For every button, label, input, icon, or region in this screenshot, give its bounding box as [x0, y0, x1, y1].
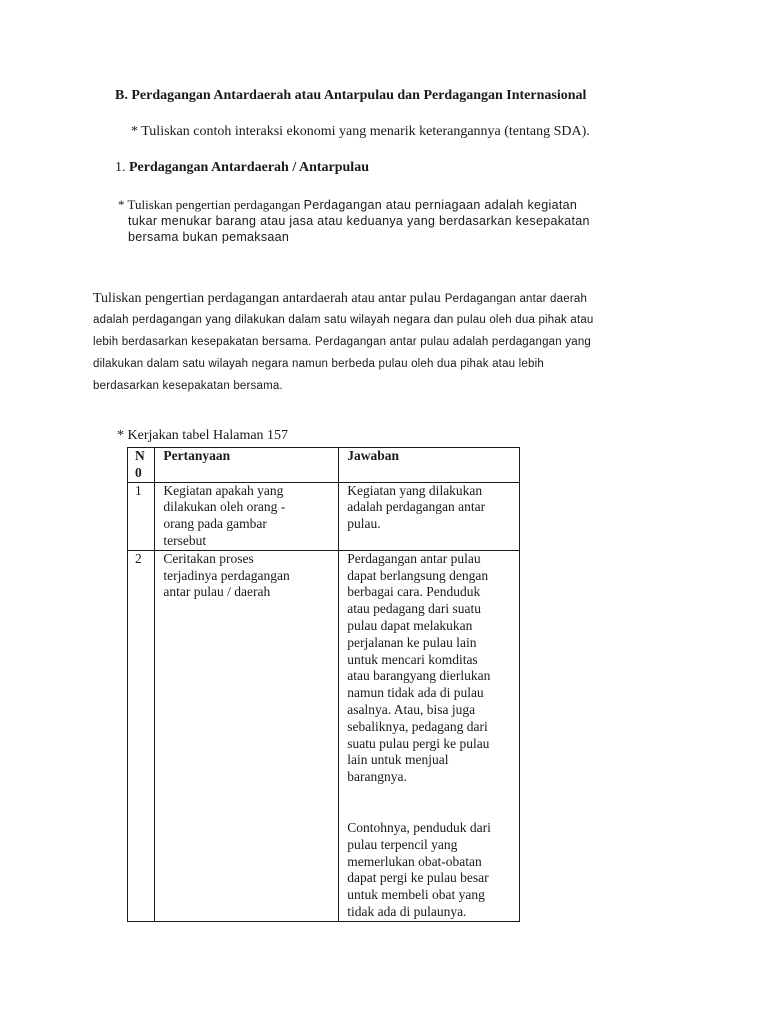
interregional-question-label: Tuliskan pengertian perdagangan antardaerah atau antar pulau [93, 291, 441, 306]
question-line: tersebut [163, 532, 207, 548]
table-header-row [128, 448, 520, 483]
answer-line: pulau. [347, 516, 381, 532]
row-question [155, 550, 339, 921]
question-line: orang pada gambar [163, 516, 267, 532]
header-answer: Jawaban [339, 448, 520, 483]
answer-line: dapat berlangsung dengan [347, 567, 489, 583]
task-instruction: * Kerjakan tabel Halaman 157 [117, 428, 289, 443]
question-line: terjadinya perdagangan [163, 567, 290, 583]
question-line: Ceritakan proses [163, 550, 254, 566]
question-line: Kegiatan apakah yang [163, 482, 284, 498]
paragraph-gap [347, 786, 513, 820]
answer-line: pulau dapat melakukan [347, 617, 473, 633]
answer-line: sebaliknya, pedagang dari [347, 718, 488, 734]
interregional-answer-line4: dilakukan dalam satu wilayah negara namun berbeda pulau oleh dua pihak atau lebih [93, 358, 544, 370]
header-no-line2: 0 [135, 464, 142, 480]
table-row [128, 550, 520, 921]
answer-line: suatu pulau pergi ke pulau [347, 735, 490, 751]
interregional-answer-line5: berdasarkan kesepakatan bersama. [93, 380, 283, 392]
subsection-title-text: Perdagangan Antardaerah / Antarpulau [129, 160, 369, 175]
row-question [155, 482, 339, 550]
definition-answer-line1: Perdagangan atau perniagaan adalah kegiatan [303, 198, 578, 212]
example-line: memerlukan obat-obatan [347, 853, 482, 869]
interregional-answer-line2: adalah perdagangan yang dilakukan dalam satu wilayah negara dan pulau oleh dua pihak atau [93, 314, 594, 326]
definition-answer-line2: tukar menukar barang atau jasa atau keduanya yang berdasarkan kesepakatan [128, 214, 590, 228]
example-line: dapat pergi ke pulau besar [347, 870, 489, 886]
definition-question-label: * Tuliskan pengertian perdagangan [118, 197, 301, 212]
definition-question [118, 197, 658, 245]
header-question: Pertanyaan [155, 448, 339, 483]
question-line: antar pulau / daerah [163, 584, 271, 600]
answer-line: lain untuk menjual [347, 752, 449, 768]
answer-line: untuk mencari komditas [347, 651, 478, 667]
answer-line: berbagai cara. Penduduk [347, 584, 481, 600]
interregional-paragraph [93, 287, 653, 397]
answer-line: barangnya. [347, 769, 407, 785]
header-no-line1: N [135, 448, 145, 463]
answer-line: atau barangyang dierlukan [347, 668, 491, 684]
section-heading: B. Perdagangan Antardaerah atau Antarpulau dan Perdagangan Internasional [115, 88, 587, 103]
answer-line: Kegiatan yang dilakukan [347, 482, 483, 498]
answer-line: perjalanan ke pulau lain [347, 634, 477, 650]
answer-line: Perdagangan antar pulau [347, 550, 481, 566]
definition-answer-line3: bersama bukan pemaksaan [128, 230, 290, 244]
subsection-number: 1. [115, 160, 126, 175]
row-number: 1 [128, 482, 155, 550]
example-line: untuk membeli obat yang [347, 887, 485, 903]
interregional-answer-line3: lebih berdasarkan kesepakatan bersama. Perdagangan antar pulau adalah perdagangan yang [93, 336, 592, 348]
answer-line: asalnya. Atau, bisa juga [347, 701, 476, 717]
header-no [128, 448, 155, 483]
interregional-answer-line1: Perdagangan antar daerah [444, 293, 588, 305]
row-answer [339, 550, 520, 921]
instruction-sda: * Tuliskan contoh interaksi ekonomi yang menarik keterangannya (tentang SDA). [131, 124, 590, 139]
row-number: 2 [128, 550, 155, 921]
example-line: tidak ada di pulaunya. [347, 903, 467, 919]
question-line: dilakukan oleh orang - [163, 499, 286, 515]
answer-line: namun tidak ada di pulau [347, 685, 484, 701]
example-line: pulau terpencil yang [347, 836, 458, 852]
answer-line: adalah perdagangan antar [347, 499, 486, 515]
qa-table [127, 447, 520, 922]
subsection-title [115, 160, 369, 176]
table-row [128, 482, 520, 550]
row-answer [339, 482, 520, 550]
example-line: Contohnya, penduduk dari [347, 819, 491, 835]
answer-line: atau pedagang dari suatu [347, 601, 482, 617]
